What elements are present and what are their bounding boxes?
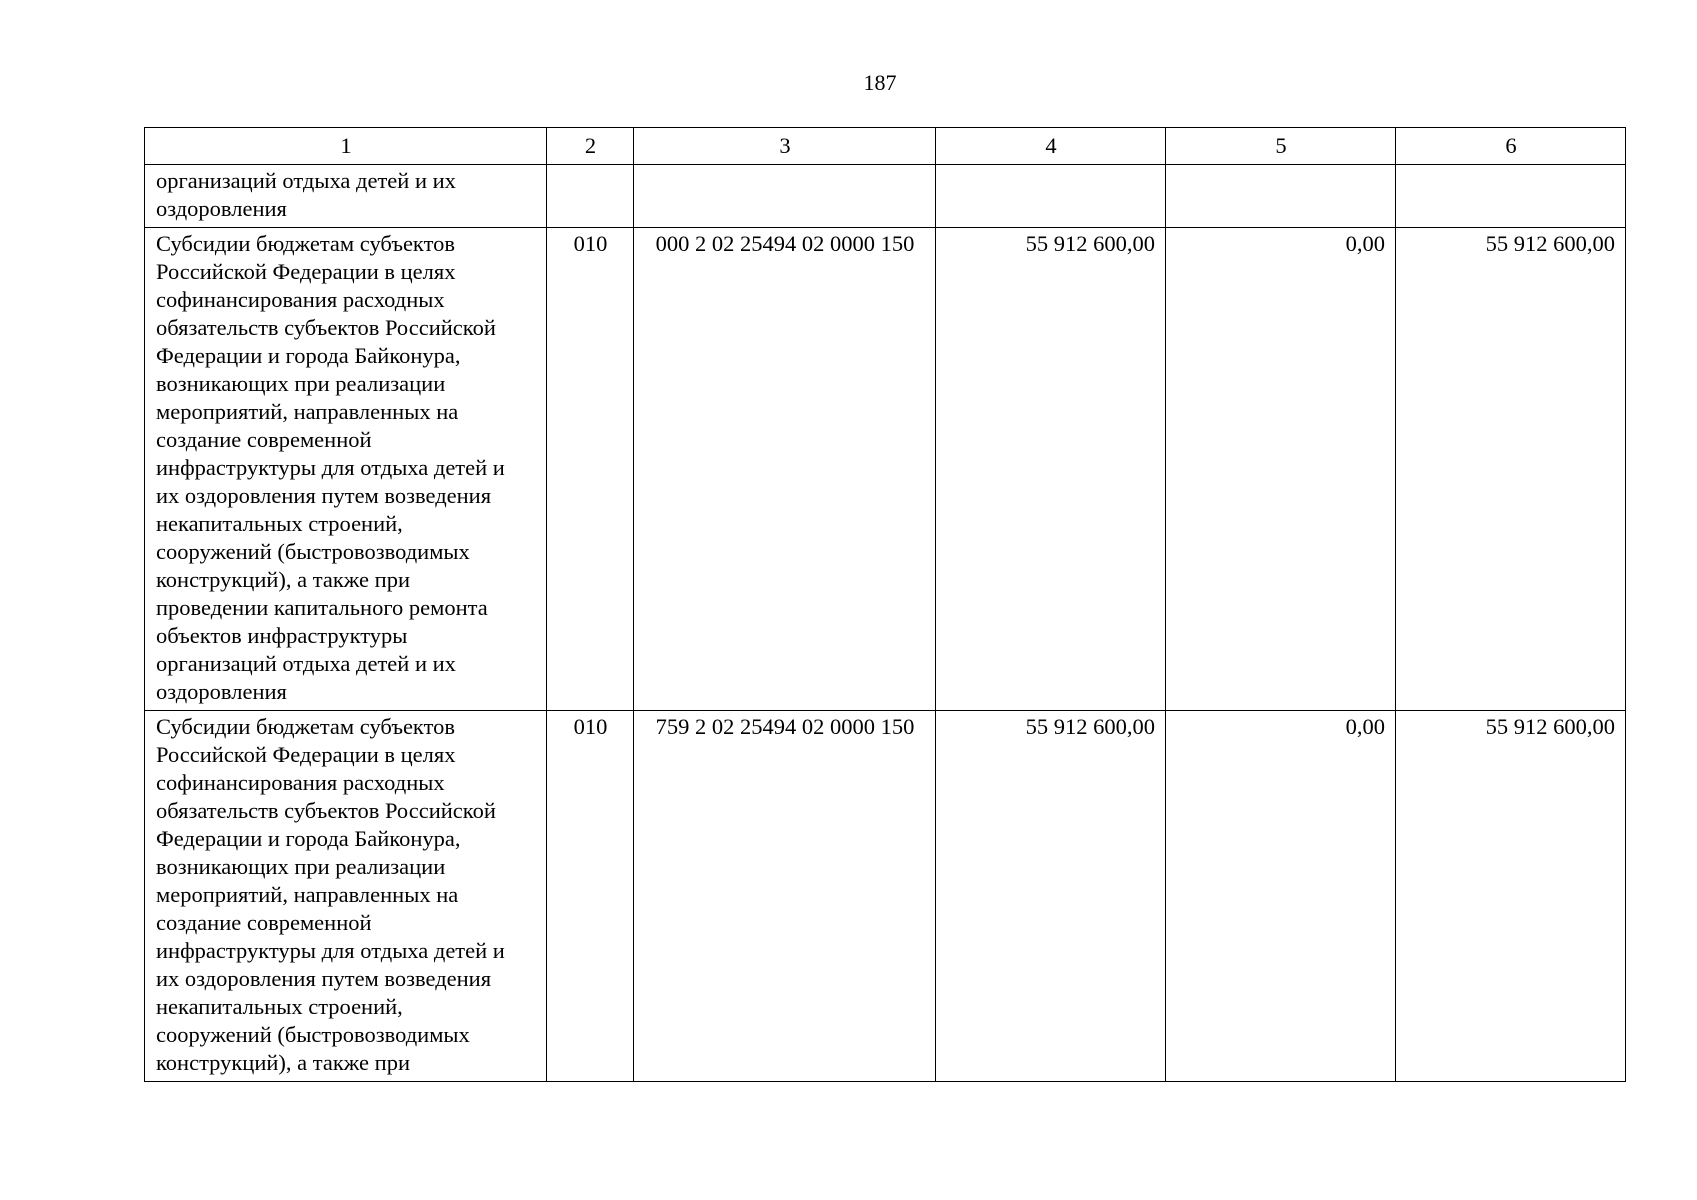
cell-income-code xyxy=(634,165,936,228)
indicator-name-line: софинансирования расходных xyxy=(156,287,445,312)
table-row xyxy=(145,228,1626,711)
indicator-name-line: инфраструктуры для отдыха детей и xyxy=(156,455,505,480)
cell-income-code: 759 2 02 25494 02 0000 150 xyxy=(634,711,936,1082)
table-row xyxy=(145,711,1626,1082)
indicator-name-line: некапитальных строений, xyxy=(156,994,403,1019)
indicator-name-line: организаций отдыха детей и их xyxy=(156,168,456,193)
indicator-name-line: их оздоровления путем возведения xyxy=(156,966,492,991)
indicator-name-line: Российской Федерации в целях xyxy=(156,259,456,284)
indicator-name-line: создание современной xyxy=(156,427,372,452)
indicator-name-line: Федерации и города Байконура, xyxy=(156,826,461,851)
table-header-row xyxy=(145,128,1626,165)
cell-indicator-name xyxy=(145,165,547,228)
budget-table xyxy=(144,127,1626,1082)
cell-amount-col6: 55 912 600,00 xyxy=(1396,711,1626,1082)
cell-line-code: 010 xyxy=(547,711,634,1082)
cell-indicator-name xyxy=(145,228,547,711)
cell-amount-col6: 55 912 600,00 xyxy=(1396,228,1626,711)
cell-income-code: 000 2 02 25494 02 0000 150 xyxy=(634,228,936,711)
cell-line-code: 010 xyxy=(547,228,634,711)
cell-line-code xyxy=(547,165,634,228)
page-number: 187 xyxy=(863,70,897,95)
cell-amount-col5 xyxy=(1166,165,1396,228)
indicator-name-line: проведении капитального ремонта xyxy=(156,595,488,620)
indicator-name-line: конструкций), а также при xyxy=(156,1050,411,1075)
column-header: 6 xyxy=(1396,128,1626,165)
indicator-name-line: обязательств субъектов Российской xyxy=(156,315,496,340)
cell-amount-col4: 55 912 600,00 xyxy=(936,711,1166,1082)
indicator-name-line: оздоровления xyxy=(156,679,287,704)
indicator-name-line: некапитальных строений, xyxy=(156,511,403,536)
indicator-name-line: Федерации и города Байконура, xyxy=(156,343,461,368)
indicator-name-line: оздоровления xyxy=(156,196,287,221)
column-header: 4 xyxy=(936,128,1166,165)
indicator-name-line: сооружений (быстровозводимых xyxy=(156,1022,470,1047)
indicator-name-line: обязательств субъектов Российской xyxy=(156,798,496,823)
column-header: 5 xyxy=(1166,128,1396,165)
cell-amount-col5: 0,00 xyxy=(1166,711,1396,1082)
indicator-name-line: объектов инфраструктуры xyxy=(156,623,408,648)
indicator-name-line: организаций отдыха детей и их xyxy=(156,651,456,676)
column-header: 2 xyxy=(547,128,634,165)
cell-indicator-name xyxy=(145,711,547,1082)
indicator-name-line: создание современной xyxy=(156,910,372,935)
indicator-name-line: сооружений (быстровозводимых xyxy=(156,539,470,564)
cell-amount-col4: 55 912 600,00 xyxy=(936,228,1166,711)
column-header: 1 xyxy=(145,128,547,165)
indicator-name-line: инфраструктуры для отдыха детей и xyxy=(156,938,505,963)
indicator-name-line: Российской Федерации в целях xyxy=(156,742,456,767)
indicator-name-line: возникающих при реализации xyxy=(156,371,446,396)
cell-amount-col6 xyxy=(1396,165,1626,228)
indicator-name-line: мероприятий, направленных на xyxy=(156,882,459,907)
table-row xyxy=(145,165,1626,228)
indicator-name-line: Субсидии бюджетам субъектов xyxy=(156,714,455,739)
indicator-name-line: мероприятий, направленных на xyxy=(156,399,459,424)
cell-amount-col4 xyxy=(936,165,1166,228)
indicator-name-line: Субсидии бюджетам субъектов xyxy=(156,231,455,256)
indicator-name-line: софинансирования расходных xyxy=(156,770,445,795)
indicator-name-line: их оздоровления путем возведения xyxy=(156,483,492,508)
column-header: 3 xyxy=(634,128,936,165)
indicator-name-line: возникающих при реализации xyxy=(156,854,446,879)
indicator-name-line: конструкций), а также при xyxy=(156,567,411,592)
cell-amount-col5: 0,00 xyxy=(1166,228,1396,711)
